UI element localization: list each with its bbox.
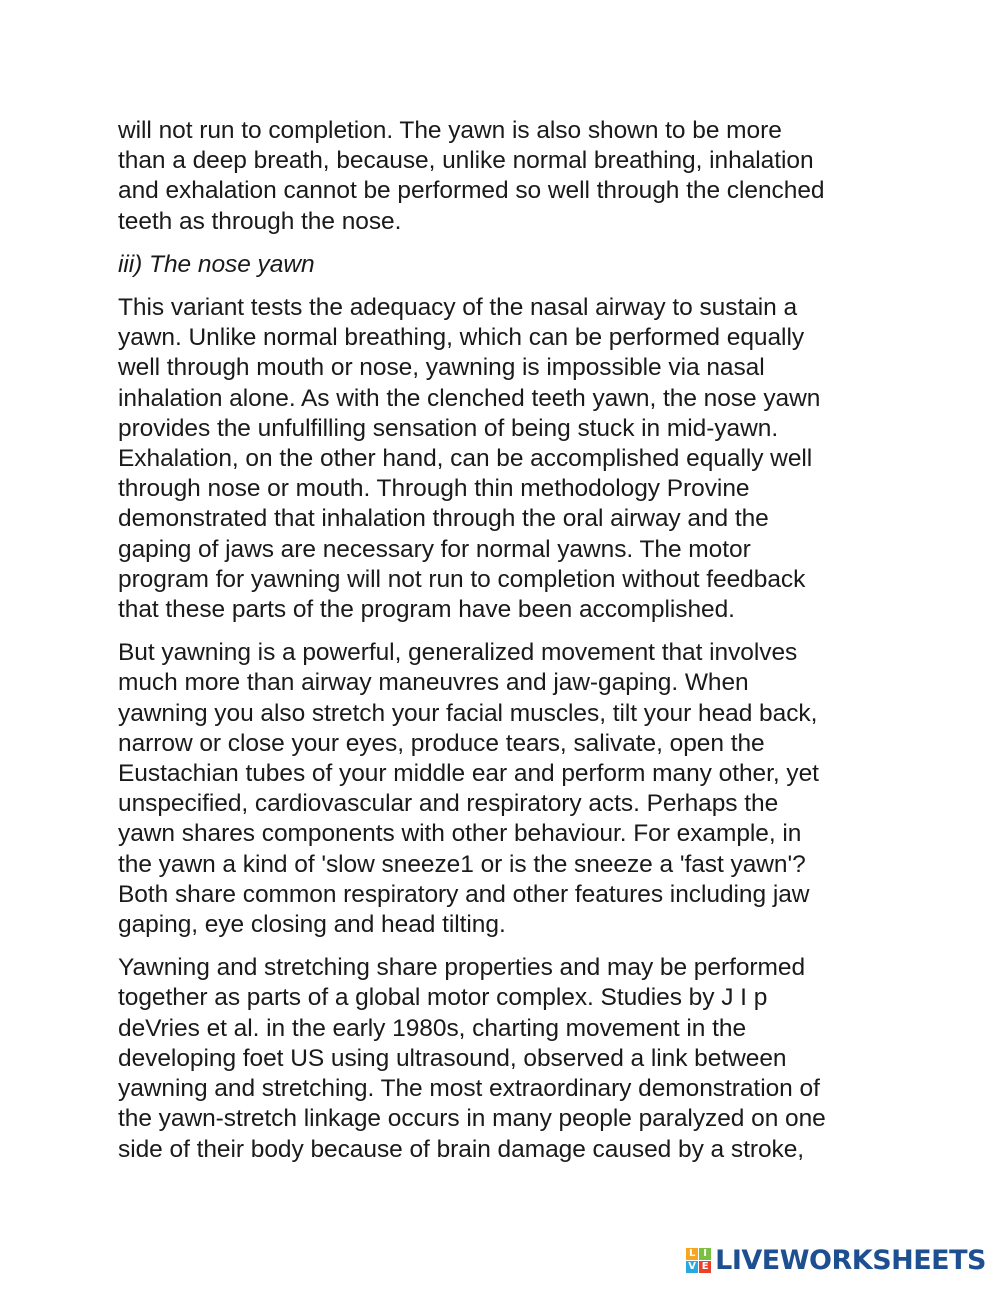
logo-mark-cell: I bbox=[699, 1248, 711, 1260]
text-line: inhalation alone. As with the clenched teeth yawn, the nose yawn bbox=[118, 384, 821, 412]
text-line: yawning and stretching. The most extraordinary demonstration of bbox=[118, 1075, 820, 1103]
text-line: that these parts of the program have been accomplished. bbox=[118, 596, 735, 624]
text-line: gaping of jaws are necessary for normal yawns. The motor bbox=[118, 535, 751, 563]
liveworksheets-logo[interactable] bbox=[686, 1245, 986, 1276]
text-line: developing foet US using ultrasound, observed a link between bbox=[118, 1044, 787, 1072]
logo-mark-cell: V bbox=[686, 1261, 698, 1273]
text-line: side of their body because of brain damage caused by a stroke, bbox=[118, 1135, 805, 1163]
text-line: deVries et al. in the early 1980s, charting movement in the bbox=[118, 1014, 747, 1042]
text-line: yawn shares components with other behaviour. For example, in bbox=[118, 820, 802, 848]
text-line: than a deep breath, because, unlike normal breathing, inhalation bbox=[118, 147, 814, 175]
heading-text: iii) The nose yawn bbox=[118, 250, 315, 278]
paragraph-1 bbox=[118, 116, 888, 237]
logo-mark-cell: L bbox=[686, 1248, 698, 1260]
text-line: yawning you also stretch your facial muscles, tilt your head back, bbox=[118, 699, 818, 727]
text-line: Yawning and stretching share properties and may be performed bbox=[118, 954, 806, 982]
text-line: program for yawning will not run to completion without feedback bbox=[118, 565, 806, 593]
text-line: unspecified, cardiovascular and respiratory acts. Perhaps the bbox=[118, 790, 779, 818]
text-line: and exhalation cannot be performed so well through the clenched bbox=[118, 177, 825, 205]
text-line: will not run to completion. The yawn is also shown to be more bbox=[118, 117, 782, 144]
paragraph-2 bbox=[118, 293, 888, 625]
text-line: teeth as through the nose. bbox=[118, 207, 402, 235]
text-line: much more than airway maneuvres and jaw-gaping. When bbox=[118, 669, 749, 697]
text-line: demonstrated that inhalation through the oral airway and the bbox=[118, 505, 769, 533]
text-line: well through mouth or nose, yawning is impossible via nasal bbox=[118, 354, 765, 382]
text-line: yawn. Unlike normal breathing, which can be performed equally bbox=[118, 324, 805, 352]
text-line: This variant tests the adequacy of the nasal airway to sustain a bbox=[118, 294, 798, 322]
paragraph-4 bbox=[118, 953, 888, 1164]
text-line: provides the unfulfilling sensation of being stuck in mid-yawn. bbox=[118, 414, 779, 442]
logo-text: LIVEWORKSHEETS bbox=[715, 1245, 986, 1276]
text-line: Exhalation, on the other hand, can be accomplished equally well bbox=[118, 445, 813, 473]
text-line: the yawn-stretch linkage occurs in many people paralyzed on one bbox=[118, 1105, 826, 1133]
text-line: But yawning is a powerful, generalized movement that involves bbox=[118, 639, 798, 667]
text-line: the yawn a kind of 'slow sneeze1 or is the sneeze a 'fast yawn'? bbox=[118, 850, 806, 878]
text-line: through nose or mouth. Through thin methodology Provine bbox=[118, 475, 750, 503]
text-line: together as parts of a global motor complex. Studies by J I p bbox=[118, 984, 768, 1012]
text-line: gaping, eye closing and head tilting. bbox=[118, 911, 506, 939]
text-line: Both share common respiratory and other features including jaw bbox=[118, 880, 810, 908]
section-heading bbox=[118, 250, 888, 280]
logo-mark-cell: E bbox=[699, 1261, 711, 1273]
paragraph-3 bbox=[118, 638, 888, 940]
text-line: narrow or close your eyes, produce tears, salivate, open the bbox=[118, 729, 765, 757]
logo-mark-icon bbox=[686, 1248, 711, 1273]
document-page bbox=[118, 116, 888, 1178]
text-line: Eustachian tubes of your middle ear and perform many other, yet bbox=[118, 760, 819, 788]
